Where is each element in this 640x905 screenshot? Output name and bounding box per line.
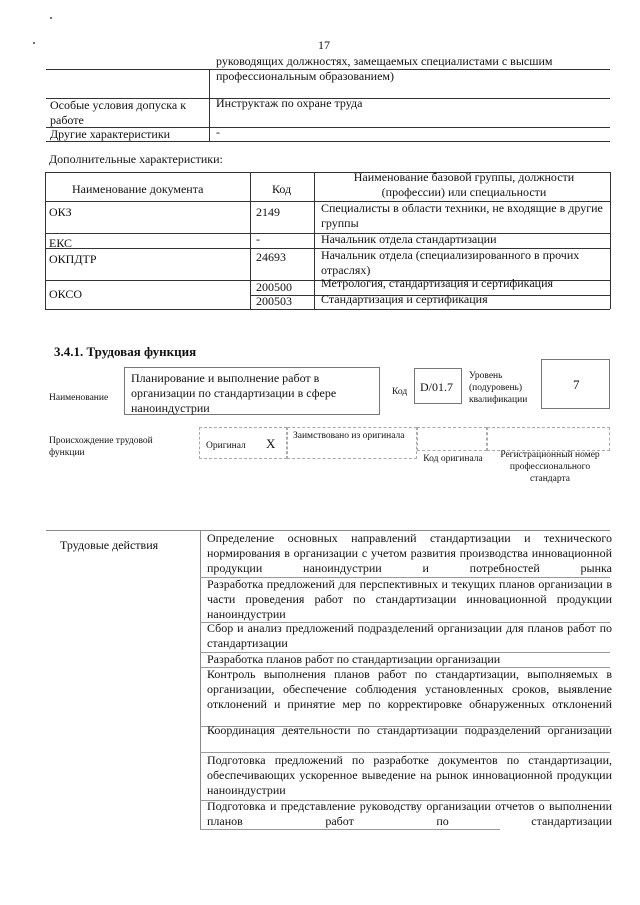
labor-action-item: Контроль выполнения планов работ по стандартизации, выполняемых в организации, обеспечение соблюдения установленных сроков, выявление отклонений и принятие мер по корректировке обнаруженных отклонений bbox=[207, 667, 612, 711]
other-characteristics-label: Другие характеристики bbox=[50, 127, 171, 141]
row-code: 200503 bbox=[256, 294, 292, 308]
col-header-group-name: Наименование базовой группы, должности (профессии) или специальности bbox=[353, 170, 575, 199]
row-document: ОКЗ bbox=[49, 205, 72, 219]
special-conditions-label: Особые условия допуска к работе bbox=[50, 98, 187, 127]
qualification-level-value: 7 bbox=[573, 377, 580, 392]
section-title: 3.4.1. Трудовая функция bbox=[54, 344, 197, 359]
row-name: Начальник отдела стандартизации bbox=[321, 232, 497, 246]
labor-actions-label: Трудовые действия bbox=[60, 538, 159, 552]
labor-action-item: Разработка планов работ по стандартизации организации bbox=[207, 652, 501, 666]
labor-action-item: Определение основных направлений стандартизации и технического нормирования в организации с учетом развития производства инновационной продукции наноиндустрии и потребностей рынка bbox=[207, 531, 612, 575]
registration-number-caption: Регистрационный номер профессионального стандарта bbox=[500, 450, 600, 484]
col-header-document: Наименование документа bbox=[72, 182, 204, 196]
labor-action-item: Подготовка предложений по разработке документов по стандартизации, обеспечивающих ускоренное выведение на рынок инновационной продукции наноиндустрии bbox=[207, 753, 612, 797]
row-code: - bbox=[256, 232, 260, 246]
row-name: Метрология, стандартизация и сертификация bbox=[321, 276, 554, 290]
code-original-caption: Код оригинала bbox=[423, 454, 483, 464]
labor-action-item: Сбор и анализ предложений подразделений организации для планов работ по стандартизации bbox=[207, 621, 612, 650]
row-document: ОКПДТР bbox=[49, 252, 97, 266]
borrowed-label: Заимствовано из оригинала bbox=[293, 431, 405, 441]
labor-action-item: Разработка предложений для перспективных и текущих планов организации в части проведения работ по стандартизации инновационной продукции наноиндустрии bbox=[207, 577, 612, 621]
labor-action-item: Подготовка и представление руководству организации отчетов о выполнении планов работ по стандартизации bbox=[207, 799, 612, 828]
function-name: Планирование и выполнение работ в организации по стандартизации в сфере наноиндустрии bbox=[131, 371, 337, 415]
qualification-level-label: Уровень (подуровень) квалификации bbox=[469, 371, 528, 405]
code-label: Код bbox=[392, 387, 408, 397]
row-document: ЕКС bbox=[49, 236, 73, 250]
row-code: 2149 bbox=[256, 205, 280, 219]
other-characteristics-value: - bbox=[216, 125, 220, 139]
scan-speck bbox=[50, 17, 52, 19]
additional-characteristics-title: Дополнительные характеристики: bbox=[49, 152, 223, 166]
scan-speck bbox=[33, 42, 35, 44]
row-document: ОКСО bbox=[49, 287, 83, 301]
original-label: Оригинал bbox=[206, 441, 246, 451]
row-name: Специалисты в области техники, не входящие в другие группы bbox=[321, 201, 603, 230]
special-conditions-value: Инструктаж по охране труда bbox=[216, 96, 363, 110]
origin-label: Происхождение трудовой функции bbox=[49, 436, 153, 458]
row-name: Начальник отдела (специализированного в прочих отраслях) bbox=[321, 248, 580, 277]
function-code: D/01.7 bbox=[420, 380, 453, 394]
name-label: Наименование bbox=[49, 393, 109, 403]
col-header-code: Код bbox=[272, 182, 292, 196]
page-number: 17 bbox=[318, 38, 330, 52]
top-row1-continuation: руководящих должностях, замещаемых специалистами с высшим профессиональным образованием) bbox=[216, 54, 553, 83]
row-code: 24693 bbox=[256, 250, 286, 264]
row-name: Стандартизация и сертификация bbox=[321, 292, 488, 306]
row-code: 200500 bbox=[256, 280, 292, 294]
original-mark: X bbox=[266, 436, 276, 451]
labor-action-item: Координация деятельности по стандартизации подразделений организации bbox=[207, 723, 612, 737]
